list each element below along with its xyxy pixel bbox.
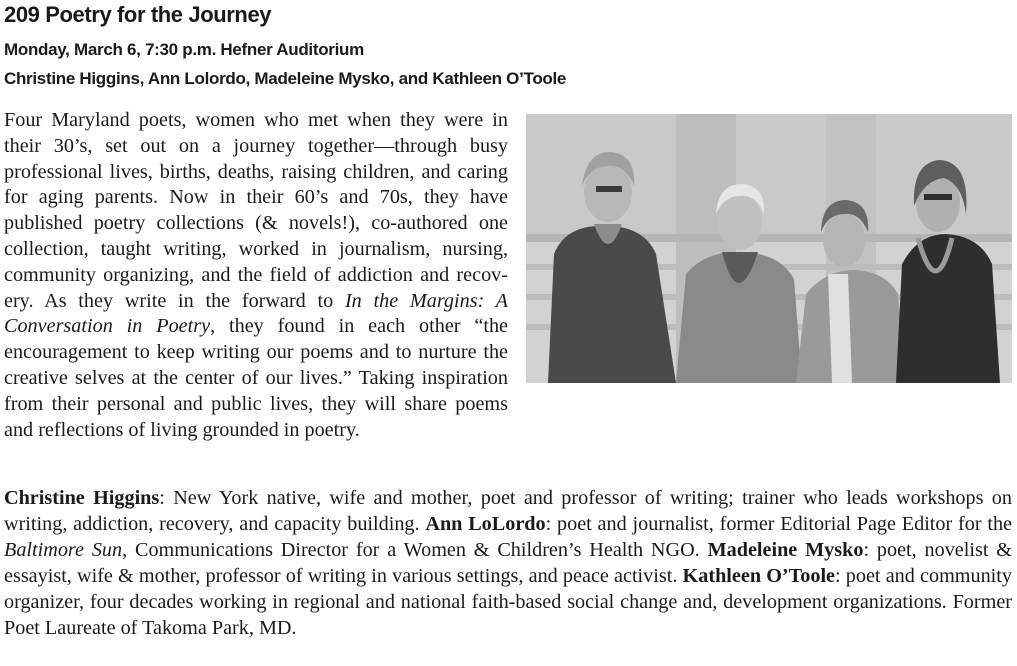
event-title: 209 Poetry for the Journey [4, 2, 272, 27]
bio-text: : poet and community organizer, four decades working in regional and national faith-based social change and, development organizations. Former Poet Laureate of Takoma Park, MD. [4, 565, 1012, 639]
description-text-part2: , they found in each other “the encouragement to keep writing our poems and to nurture the creative selves at the center of our lives.” Taking inspiration from their personal and public lives, they will share poems and reflections of living grounded in poetry. [4, 315, 509, 441]
description-text-part1: Four Maryland poets, women who met when they were in their 30’s, set out on a journey together—through busy professional lives, births, deaths, raising children, and caring for aging parents. Now in their 60’s and 70s, they have published poetry collections (& novels!), co-authored one collection, taught writing, worked in journalism, nursing, community organizing, and the field of addiction and recovery. As they write in the forward to [4, 109, 508, 312]
bio-text: : New York native, wife and mother, poet and professor of writing; trainer who leads workshops on writing, addiction, recovery, and capacity building. [4, 487, 1012, 535]
book-title: In the Margins: A Conversation in Poetry [4, 289, 509, 338]
bio-name: Madeleine Mysko [707, 539, 864, 561]
bio-name: Christine Higgins [4, 487, 160, 509]
presenter-bios [4, 485, 1012, 641]
photo-container [526, 114, 1012, 407]
bio-name: Ann LoLordo [425, 513, 546, 535]
event-presenters: Christine Higgins, Ann Lolordo, Madeleine Mysko, and Kathleen O’Toole [4, 69, 567, 88]
publication-title: Baltimore Sun [4, 539, 123, 561]
event-datetime-location: Monday, March 6, 7:30 p.m. Hefner Auditorium [4, 40, 364, 59]
poets-group-photo [526, 114, 1012, 383]
bio-text: : poet, novelist & essayist, wife & mother, professor of writing in various settings, and peace activist. [4, 539, 1012, 587]
event-description [4, 108, 1012, 443]
bio-text: : poet and journalist, former Editorial Page Editor for the [545, 513, 1013, 535]
bio-text: , Communications Director for a Women & Children’s Health NGO. [122, 539, 708, 561]
bio-name: Kathleen O’Toole [682, 565, 836, 587]
